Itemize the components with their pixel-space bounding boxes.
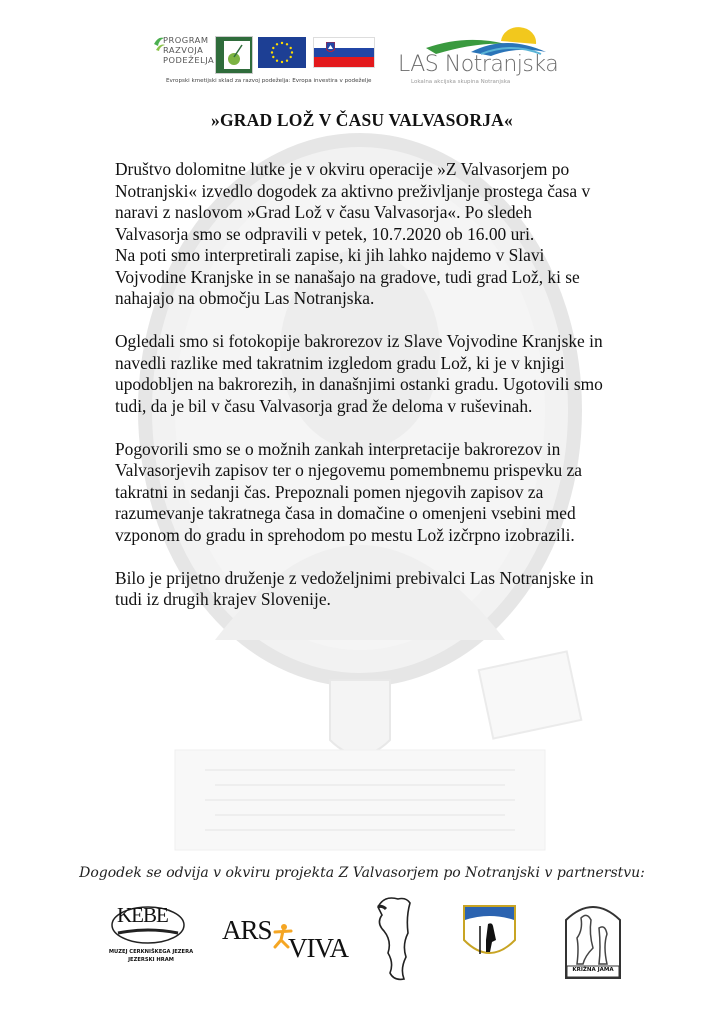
las-logo-name: LAS Notranjska: [398, 52, 559, 77]
kebe-logo-name: KEBE: [117, 903, 168, 927]
leader-logo: [215, 36, 253, 74]
paragraph-4: Bilo je prijetno druženje z vedoželjnimi prebivalci Las Notranjske in tudi iz drugih krajev Slovenije.: [115, 567, 594, 609]
engraving-book: [479, 651, 582, 738]
kebe-caption-line-1: MUZEJ CERKNIŠKEGA JEZERA: [108, 949, 194, 955]
municipal-crest-logo: [462, 904, 517, 964]
ars-viva-logo-viva: VIVA: [288, 933, 349, 963]
paragraph-2: Ogledali smo si fotokopije bakrorezov iz Slave Vojvodine Kranjske in navedli razlike med takratnim izgledom gradu Lož, ki je v knjigi upodobljen na bakrorezih, in današnjimi ostanki gradu. Ugotovili smo tudi, da je bil v času Valvasorja grad že deloma v ruševinah.: [115, 331, 603, 416]
program-logo-line-1: PROGRAM: [163, 35, 209, 45]
program-logo-text: [163, 35, 214, 65]
paragraph-1: Društvo dolomitne lutke je v okviru operacije »Z Valvasorjem po Notranjski« izvedlo dogodek za aktivno preživljanje prostega časa v naravi z naslovom »Grad Lož v času Valvasorja«. Po sledeh Valvasorja smo se odpravili v petek, 10.7.2020 ob 16.00 uri. Na poti smo interpretirali zapise, ki jih lahko najdemo v Slavi Vojvodine Kranjske in se nanašajo na gradove, tudi grad Lož, ki se nahajajo na območju Las Notranjska.: [115, 159, 591, 308]
kebe-logo-caption: [103, 948, 199, 964]
slovenia-flag-icon: [313, 37, 375, 68]
document-title: »GRAD LOŽ V ČASU VALVASORJA«: [211, 110, 513, 130]
header-logos: [0, 26, 724, 106]
las-logo-subtitle: Lokalna akcijska skupina Notranjska: [411, 79, 511, 85]
notranjska-map-logo: [372, 893, 422, 983]
slovenia-coat-of-arms-icon: [326, 42, 335, 54]
program-logo-line-3: PODEŽELJA: [163, 55, 215, 65]
eu-flag-icon: [258, 37, 306, 68]
paragraph-3: Pogovorili smo se o možnih zankah interpretacije bakrorezov in Valvasorjevih zapisov ter o njegovemu pomembnemu prispevku za takratni in sedanji čas. Prepoznali pomen njegovih zapisov za razumevanje takratnega časa in domačine o omenjeni vsebini med vzponom do gradu in sprehodom po mestu Lož izčrpno izobrazili.: [115, 438, 583, 545]
fund-caption: Evropski kmetijski sklad za razvoj podeželja: Evropa investira v podeželje: [166, 78, 372, 84]
krizna-jama-label: KRIŽNA JAMA: [572, 967, 614, 973]
program-logo-line-2: RAZVOJA: [163, 45, 204, 55]
document-body: [115, 159, 655, 632]
kebe-caption-line-2: JEZERSKI HRAM: [128, 957, 174, 963]
partner-logos: [0, 893, 724, 983]
ars-viva-logo-ars: ARS: [222, 915, 272, 945]
partner-caption: Dogodek se odvija v okviru projekta Z Valvasorjem po Notranjski v partnerstvu:: [79, 865, 645, 881]
engraving-crest: [330, 680, 390, 755]
